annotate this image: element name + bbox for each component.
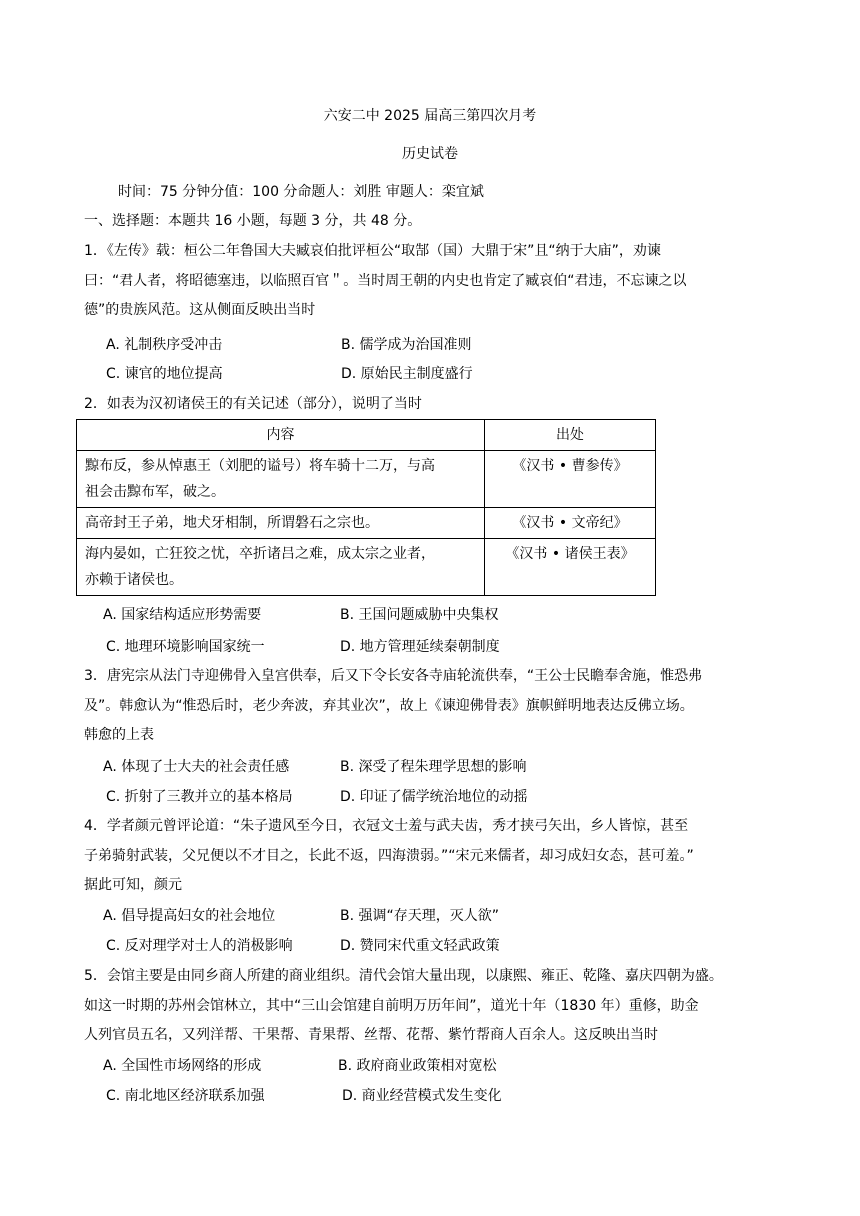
q5-option-b[interactable]: B. 政府商业政策相对宽松 [338,1058,497,1074]
q1-option-d[interactable]: D. 原始民主制度盛行 [341,366,473,382]
q1-line: 德”的贵族风范。这从侧面反映出当时 [84,302,316,318]
table-row [77,539,656,596]
table-cell-content [77,539,485,596]
q5-option-c[interactable]: C. 南北地区经济联系加强 [106,1088,265,1104]
q1-line: 1．《左传》载：桓公二年鲁国大夫臧哀伯批评桓公“取郜（国）大鼎于宋”且“纳于大庙”，劝谏 [84,243,661,259]
q4-line: 据此可知，颜元 [84,877,182,893]
q3-option-b[interactable]: B. 深受了程朱理学思想的影响 [340,759,527,775]
q4-line: 子弟骑射武装，父兄便以不才目之，长此不返，四海溃弱。”“宋元来儒者，却习成妇女态，甚可羞。” [84,848,694,864]
q3-option-c[interactable]: C. 折射了三教并立的基本格局 [106,789,293,805]
q3-option-a[interactable]: A. 体现了士大夫的社会责任感 [103,759,290,775]
cell-line: 黥布反，参从悼惠王（刘肥的谥号）将车骑十二万，与高 [85,458,435,474]
q4-option-d[interactable]: D. 赞同宋代重文轻武政策 [340,938,500,954]
q4-option-a[interactable]: A. 倡导提高妇女的社会地位 [103,908,276,924]
table-header-content: 内容 [77,420,485,451]
table-header-source: 出处 [485,420,656,451]
q3-line: 韩愈的上表 [84,727,154,743]
q2-option-a[interactable]: A. 国家结构适应形势需要 [103,607,262,623]
q4-line: 4．学者颜元曾评论道：“朱子遗风至今日，衣冠文士羞与武夫齿，秀才挟弓矢出，乡人皆惊，甚至 [84,818,689,834]
q5-line: 人列官员五名，又列洋帮、干果帮、青果帮、丝帮、花帮、紫竹帮商人百余人。这反映出当时 [84,1027,658,1043]
q5-line: 5．会馆主要是由同乡商人所建的商业组织。清代会馆大量出现，以康熙、雍正、乾隆、嘉庆四朝为盛。 [84,968,723,984]
q1-line: 曰：“君人者，将昭德塞违，以临照百官＂。当时周王朝的内史也肯定了臧哀伯“君违，不忘谏之以 [84,273,687,289]
q1-option-c[interactable]: C. 谏官的地位提高 [106,366,223,382]
q5-option-d[interactable]: D. 商业经营模式发生变化 [342,1088,502,1104]
q4-option-c[interactable]: C. 反对理学对士人的消极影响 [106,938,293,954]
q4-option-b[interactable]: B. 强调“存天理，灭人欲” [340,908,500,924]
cell-line: 海内晏如，亡狂狡之忧，卒折诸吕之难，成太宗之业者， [85,546,435,562]
table-header-row [77,420,656,451]
table-cell-content [77,451,485,508]
q2-option-b[interactable]: B. 王国问题威胁中央集权 [340,607,499,623]
q3-line: 及”。韩愈认为“惟恐后时，老少奔波，弃其业次”，故上《谏迎佛骨表》旗帜鲜明地表达反佛立场。 [84,698,694,714]
q2-table [76,419,656,596]
table-row [77,451,656,508]
q1-option-a[interactable]: A. 礼制秩序受冲击 [106,337,223,353]
q2-option-d[interactable]: D. 地方管理延续秦朝制度 [340,639,500,655]
q1-option-b[interactable]: B. 儒学成为治国准则 [341,337,472,353]
table-cell-content [77,508,485,539]
q5-option-a[interactable]: A. 全国性市场网络的形成 [103,1058,262,1074]
table-cell-source: 《汉书 • 文帝纪》 [485,508,656,539]
q3-option-d[interactable]: D. 印证了儒学统治地位的动摇 [340,789,528,805]
cell-line: 高帝封王子弟，地犬牙相制，所谓磐石之宗也。 [85,515,379,531]
exam-info: 时间：75 分钟分值：100 分命题人：刘胜 审题人：栾宜斌 [118,184,484,200]
table-cell-source: 《汉书 • 曹参传》 [485,451,656,508]
section-heading: 一、选择题：本题共 16 小题，每题 3 分，共 48 分。 [84,213,422,229]
q3-line: 3．唐宪宗从法门寺迎佛骨入皇宫供奉，后又下令长安各寺庙轮流供奉，“王公士民瞻奉舍施，惟恐弗 [84,668,703,684]
exam-title: 六安二中 2025 届高三第四次月考 [323,108,537,124]
q5-line: 如这一时期的苏州会馆林立，其中“三山会馆建自前明万历年间”，道光十年（1830 年）重修，助金 [84,998,699,1014]
table-row [77,508,656,539]
cell-line: 亦赖于诸侯也。 [85,572,183,588]
q2-line: 2．如表为汉初诸侯王的有关记述（部分），说明了当时 [84,396,422,412]
exam-subtitle: 历史试卷 [402,146,458,162]
table-cell-source: 《汉书 • 诸侯王表》 [485,539,656,596]
q2-option-c[interactable]: C. 地理环境影响国家统一 [106,639,265,655]
cell-line: 祖会击黥布军，破之。 [85,484,225,500]
